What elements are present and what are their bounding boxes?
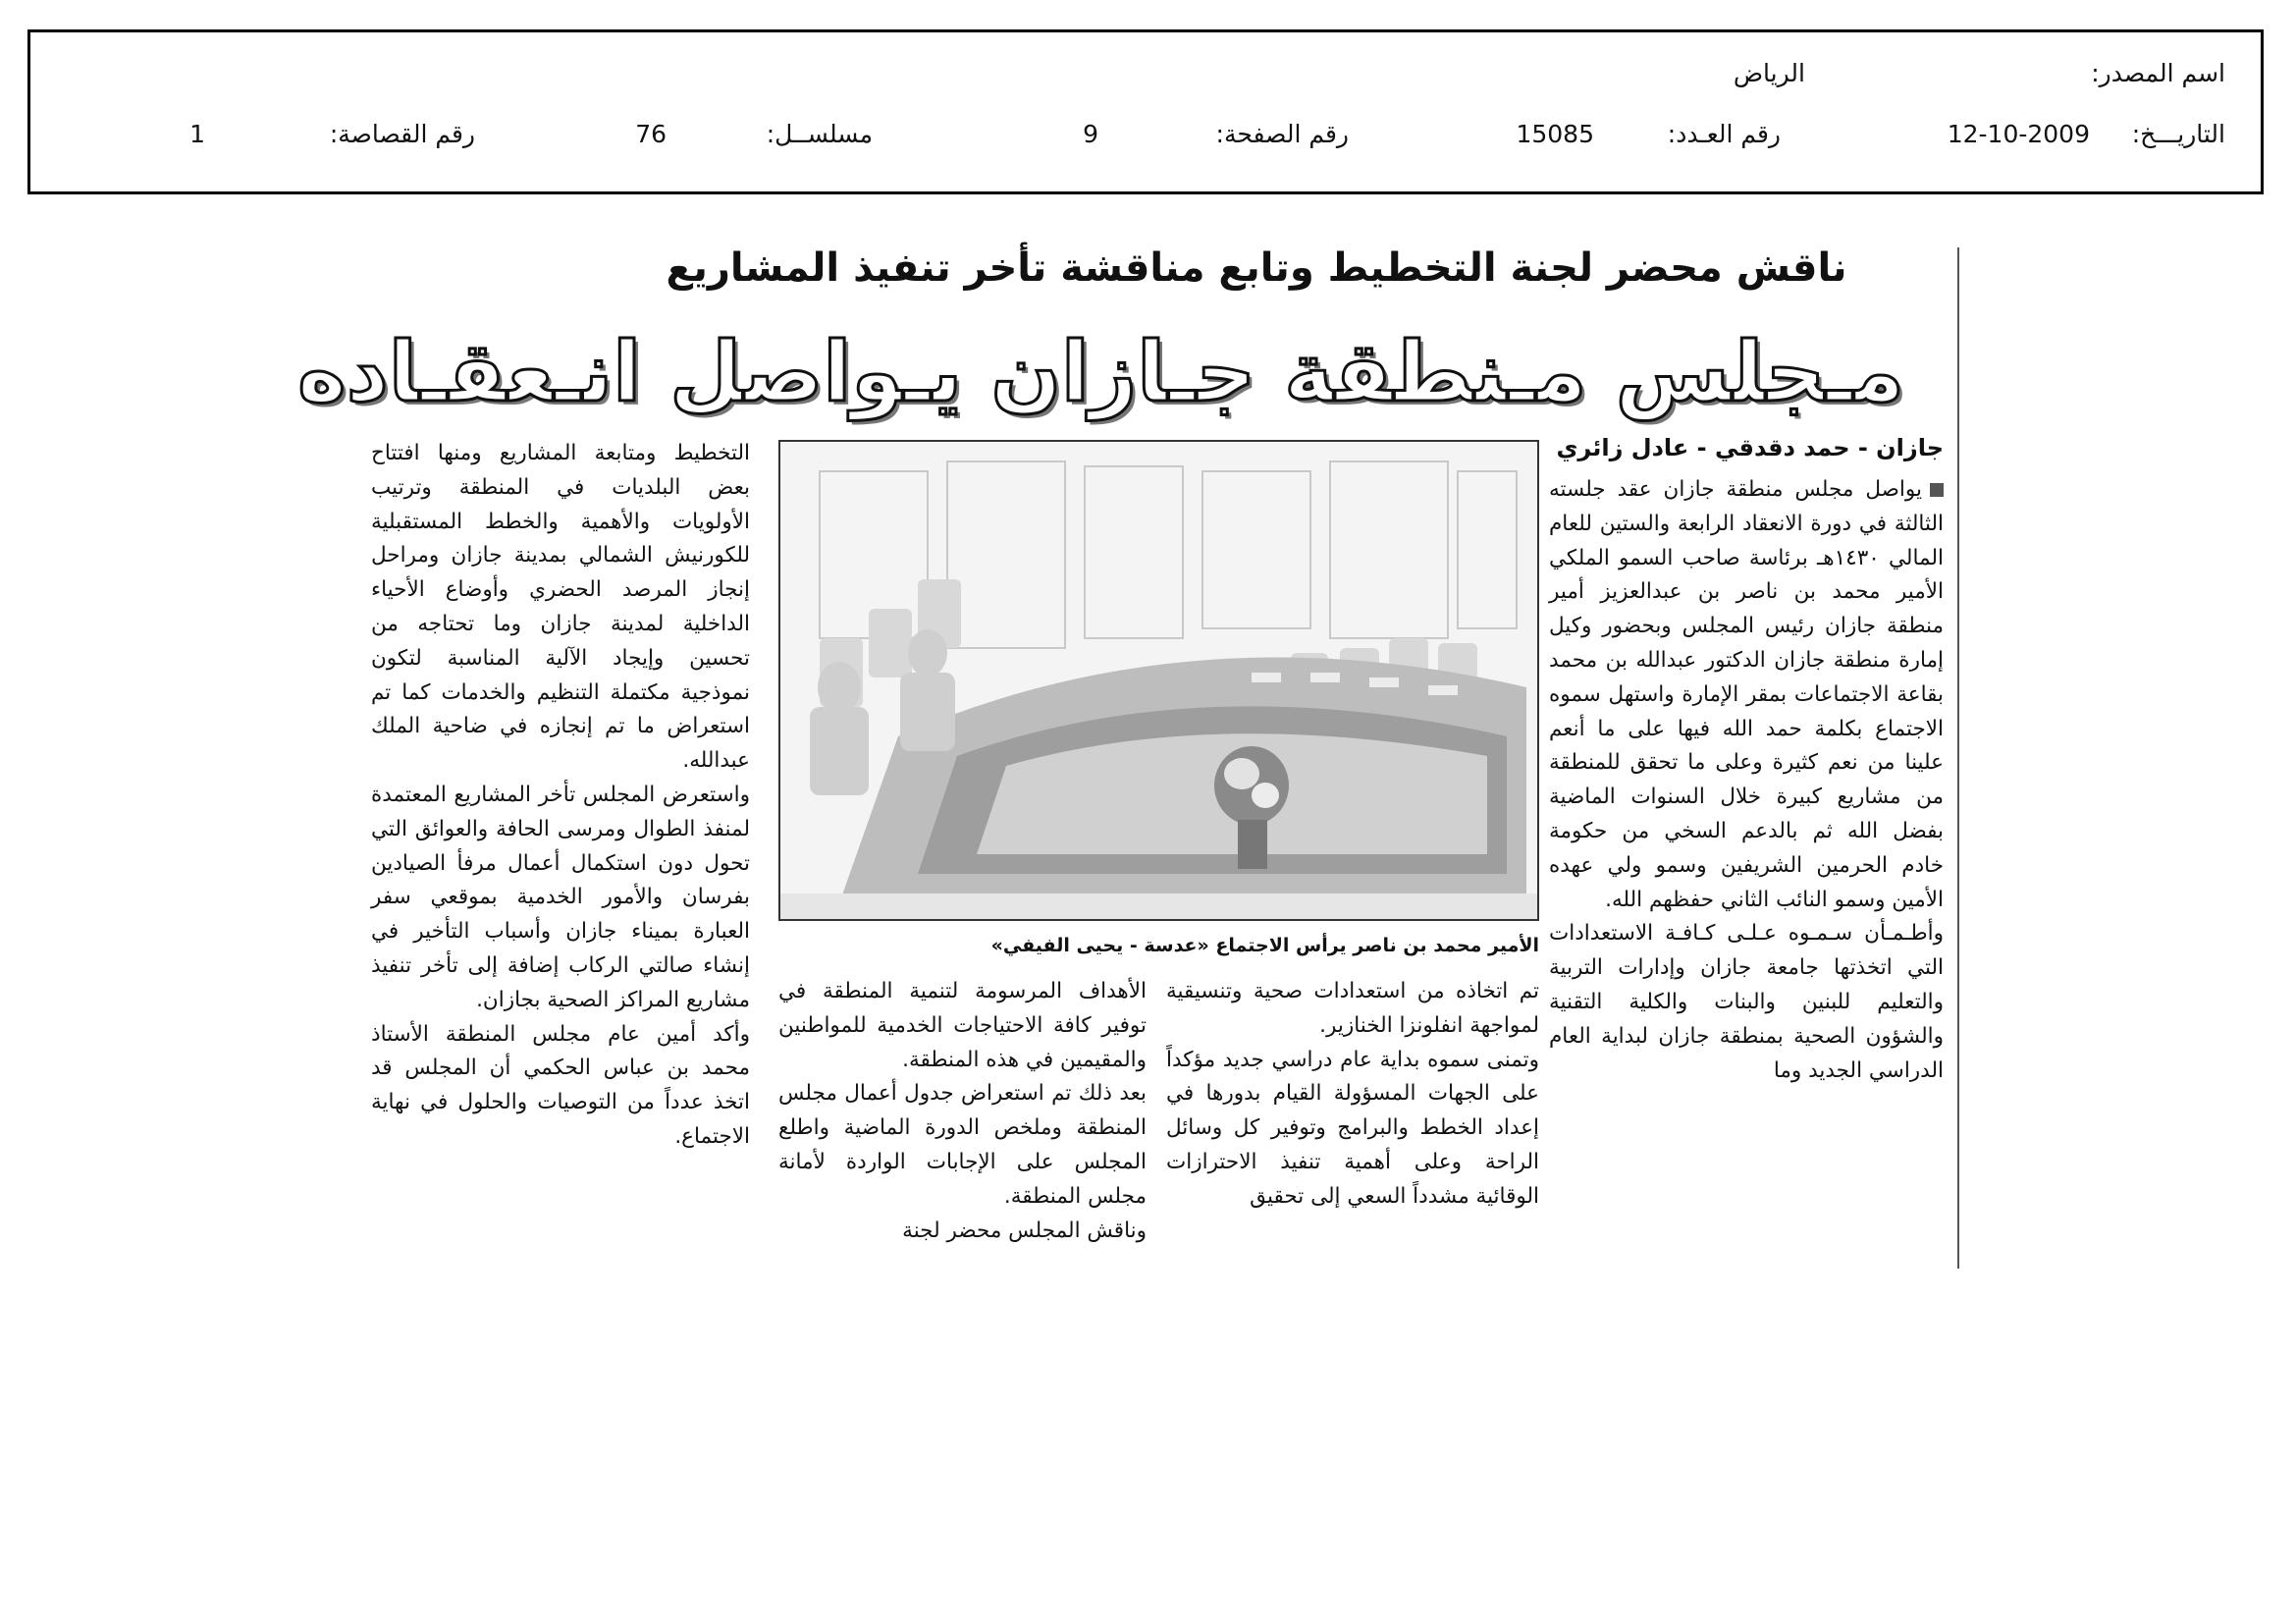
issue-label: رقم العـدد: [1667, 120, 1781, 148]
paragraph: الأهداف المرسومة لتنمية المنطقة في توفير كافة الاحتياجات الخدمية للمواطنين والمقيمين في هذه المنطقة. [778, 979, 1147, 1072]
issue-value: 15085 [1516, 120, 1594, 148]
column-separator [1957, 247, 1959, 1269]
article-column-4 [371, 437, 750, 1272]
paragraph: وناقش المجلس محضر لجنة [902, 1218, 1147, 1243]
article-headline: مـجلس مـنطقة جـازان يـواصل انـعقـاده [297, 324, 1904, 420]
paragraph: وتمنى سموه بداية عام دراسي جديد مؤكداً على الجهات المسؤولة القيام بدورها في إعداد الخطط والبرامج وتوفير كل وسائل الراحة وعلى أهمية تنفيذ الاحترازات الوقائية مشدداً السعي إلى تحقيق [1166, 1047, 1539, 1209]
paragraph: تم اتخاذه من استعدادات صحية وتنسيقية لمواجهة انفلونزا الخنازير. [1166, 979, 1539, 1038]
meeting-room-photo [780, 442, 1537, 919]
square-bullet-icon [1930, 483, 1944, 497]
serial-label: مسلســل: [766, 120, 873, 148]
paragraph: بعد ذلك تم استعراض جدول أعمال مجلس المنطقة وملخص الدورة الماضية واطلع المجلس على الإجابات الواردة لأمانة مجلس المنطقة. [778, 1081, 1147, 1209]
clip-label: رقم القصاصة: [329, 120, 475, 148]
article-subheadline: ناقش محضر لجنة التخطيط وتابع مناقشة تأخر تنفيذ المشاريع [666, 245, 1847, 291]
article-byline: جازان - حمد دقدقي - عادل زائري [1556, 434, 1944, 461]
paragraph: يواصل مجلس منطقة جازان عقد جلسته الثالثة في دورة الانعقاد الرابعة والستين للعام المالي ١٤٣٠هـ برئاسة صاحب السمو الملكي الأمير محمد بن ناصر بن عبدالعزيز أمير منطقة جازان رئيس المجلس وبحضور وكيل إمارة منطقة جازان الدكتور عبدالله بن محمد بقاعة الاجتماعات بمقر الإمارة واستهل سموه الاجتماع بكلمة حمد الله فيها على ما أنعم علينا من نعم كثيرة وعلى ما تحقق للمنطقة من مشاريع كبيرة خلال السنوات الماضية بفضل الله ثم بالدعم السخي من حكومة خادم الحرمين الشريفين وسمو ولي عهده الأمين وسمو النائب الثاني حفظهم الله. [1549, 477, 1944, 912]
page-label: رقم الصفحة: [1215, 120, 1349, 148]
paragraph: وأطـمـأن سـمـوه عـلـى كـافـة الاستعدادات التي اتخذتها جامعة جازان وإدارات التربية والتعليم للبنين والبنات والكلية التقنية والشؤون الصحية بمنطقة جازان لبداية العام الدراسي الجديد وما [1549, 921, 1944, 1083]
metadata-header-box [27, 29, 2264, 194]
source-value: الرياض [1733, 59, 1805, 87]
article-photo [778, 440, 1539, 921]
clip-value: 1 [189, 120, 205, 148]
page-value: 9 [1083, 120, 1098, 148]
article-column-1 [1549, 473, 1944, 1269]
article-column-2 [1166, 975, 1539, 1270]
date-value: 12-10-2009 [1947, 120, 2090, 148]
paragraph: وأكد أمين عام مجلس المنطقة الأستاذ محمد بن عباس الحكمي أن المجلس قد اتخذ عدداً من التوصيات والحلول في نهاية الاجتماع. [371, 1021, 750, 1149]
paragraph: واستعرض المجلس تأخر المشاريع المعتمدة لمنفذ الطوال ومرسى الحافة والعوائق التي تحول دون استكمال أعمال مرفأ الصيادين بفرسان والأمور الخدمية بموقعي سفر العبارة بميناء جازان وأسباب التأخير في إنشاء صالتي الركاب إضافة إلى تأخر تنفيذ مشاريع المراكز الصحية بجازان. [371, 782, 750, 1012]
date-label: التاريـــخ: [2131, 120, 2225, 148]
paragraph: التخطيط ومتابعة المشاريع ومنها افتتاح بعض البلديات في المنطقة وترتيب الأولويات والأهمية والخطط المستقبلية للكورنيش الشمالي بمدينة جازان ومراحل إنجاز المرصد الحضري وأوضاع الأحياء الداخلية لمدينة جازان وما تحتاجه من تحسين وإيجاد الآلية المناسبة لتكون نموذجية مكتملة التنظيم والخدمات كما تم استعراض ما تم إنجازه في ضاحية الملك عبدالله. [371, 441, 750, 774]
source-label: اسم المصدر: [2091, 59, 2225, 87]
article-column-3 [778, 975, 1147, 1270]
serial-value: 76 [635, 120, 667, 148]
photo-caption: الأمير محمد بن ناصر يرأس الاجتماع «عدسة - يحيى الفيفي» [990, 935, 1539, 956]
